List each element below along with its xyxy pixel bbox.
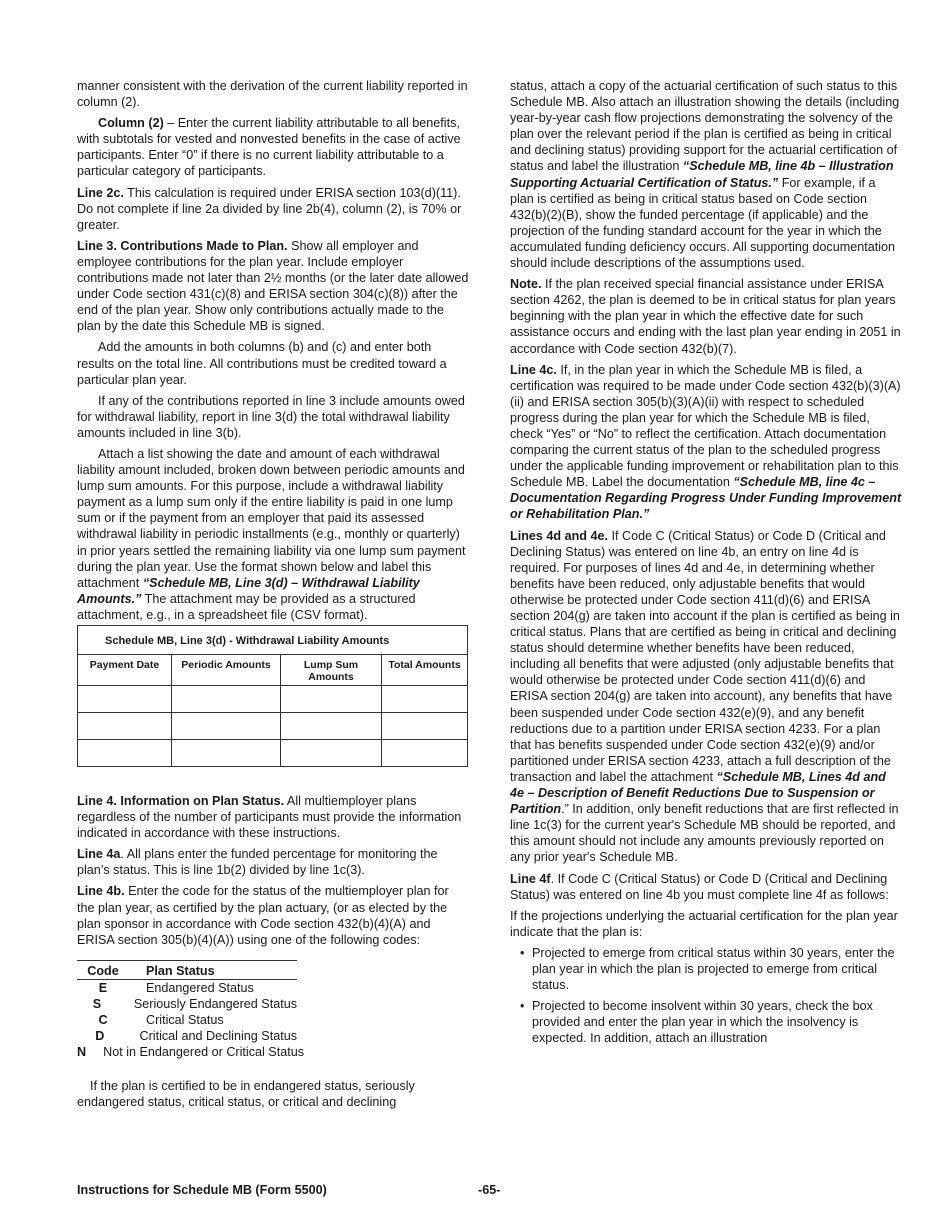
paragraph-add-amounts: Add the amounts in both columns (b) and (c) and enter both results on the total line. All contributions must be credited toward a particular plan year. — [77, 340, 447, 387]
paragraph-certified-status: If the plan is certified to be in endangered status, seriously endangered status, critical status, or critical and declining — [77, 1078, 415, 1109]
table-header-lump-sum-amounts: Lump Sum Amounts — [281, 655, 382, 686]
table-cell — [78, 713, 172, 740]
paragraph-line-4: Line 4. Information on Plan Status. All multiemployer plans regardless of the number of participants must provide the information indicated in accordance with these instructions. — [77, 794, 462, 841]
table-cell — [382, 686, 468, 713]
table-cell — [281, 740, 382, 767]
codes-header-code: Code — [87, 963, 119, 978]
paragraph-line-2c: Line 2c. This calculation is required under ERISA section 103(d)(11). Do not complete if line 2a divided by line 2b(4), column (2), is 70% or greater. — [77, 185, 462, 232]
footer-title: Instructions for Schedule MB (Form 5500) — [77, 1183, 327, 1197]
table-cell — [281, 713, 382, 740]
paragraph-attach-list: Attach a list showing the date and amount of each withdrawal liability amount included, broken down between periodic amounts and lump sum amounts. For this purpose, include a withdrawal liability payment as a lump sum only if the entire liability is paid in one lump sum or if the payment from an employer that paid its assessed withdrawal liability in periodic installments (e.g., monthly or quarterly) in prior years settled the remaining liability via one lump sum payment during the plan year. Use the format shown below and label this attachment “Schedule MB, Line 3(d) – Withdrawal Liability Amounts.” The attachment may be provided as a structured attachment, e.g., in a spreadsheet file (CSV format). — [77, 446, 466, 622]
right-column — [510, 78, 902, 1051]
paragraph-line-3: Line 3. Contributions Made to Plan. Show all employer and employee contributions for the plan year. Include employer contributions made not later than 2½ months (or the later date allowed under Code section 431(c)(8) and ERISA section 304(c)(8)) after the end of the plan year. Show only contributions actually made to the plan by the date this Schedule MB is signed. — [77, 238, 469, 334]
codes-row: E Endangered Status — [98, 980, 254, 995]
table-caption: Schedule MB, Line 3(d) - Withdrawal Liability Amounts — [78, 626, 468, 655]
table-cell — [382, 740, 468, 767]
paragraph-continuation: manner consistent with the derivation of the current liability reported in column (2). — [77, 79, 468, 110]
table-row — [78, 686, 468, 713]
codes-row: D Critical and Declining Status — [95, 1028, 297, 1043]
left-column — [77, 78, 469, 1115]
codes-header-status: Plan Status — [146, 963, 215, 978]
table-cell — [172, 713, 281, 740]
plan-status-codes-table — [77, 960, 305, 1060]
page-footer — [77, 1182, 903, 1198]
paragraph-lines-4d-4e: Lines 4d and 4e. If Code C (Critical Status) or Code D (Critical and Declining Status) was entered on line 4b, an entry on line 4d is required. For purposes of lines 4d and 4e, in determining whether benefits have been reduced, only adjustable benefits that would otherwise be protected under Code section 411(d)(6) and ERISA section 204(g) are taken into account if the plan is certified as being in critical status. Plans that are certified as being in critical and declining status should determine whether benefits have been reduced, including all benefits that were adjusted (only adjustable benefits that would otherwise be protected under Code section 411(d)(6) and ERISA section 204(g) are taken into account), any benefits that have been suspended under Code section 432(e)(9), and any benefit reductions due to a partition under ERISA section 4233. For a plan that has benefits suspended under Code section 432(e)(9) and/or partitioned under ERISA section 4233, attach a full description of the transaction and label the attachment “Schedule MB, Lines 4d and 4e – Description of Benefit Reductions Due to Suspension or Partition.” In addition, only benefit reductions that are first reflected in line 1c(3) for the current year's Schedule MB should be reported, and this amount should not include any amounts previously reported on any prior year's Schedule MB. — [510, 528, 900, 865]
table-cell — [172, 686, 281, 713]
codes-row: N Not in Endangered or Critical Status — [77, 1044, 305, 1059]
codes-row: C Critical Status — [98, 1012, 224, 1027]
table-cell — [78, 740, 172, 767]
table-cell — [382, 713, 468, 740]
paragraph-line-4c: Line 4c. If, in the plan year in which the Schedule MB is filed, a certification was required to be made under Code section 432(b)(3)(A)(ii) and ERISA section 305(b)(3)(A)(ii) with respect to scheduled progress during the plan year for which the Schedule MB is filed, check “Yes” or “No” to reflect the certification. Attach documentation comparing the current status of the plan to the scheduled progress under the applicable funding improvement or rehabilitation plan to this Schedule MB. Label the documentation “Schedule MB, line 4c – Documentation Regarding Progress Under Funding Improvement or Rehabilitation Plan.” — [510, 362, 902, 522]
paragraph-line-4f: Line 4f. If Code C (Critical Status) or Code D (Critical and Declining Status) was entered on line 4b you must complete line 4f as follows: — [510, 871, 889, 902]
codes-row: S Seriously Endangered Status — [92, 996, 297, 1011]
table-row — [78, 713, 468, 740]
list-item: • Projected to emerge from critical status within 30 years, enter the plan year in which the plan is projected to emerge from critical status. — [510, 945, 902, 993]
paragraph-projections: If the projections underlying the actuarial certification for the plan year indicate that the plan is: — [510, 908, 898, 939]
paragraph-line-4b: Line 4b. Enter the code for the status of the multiemployer plan for the plan year, as certified by the plan actuary, (or as elected by the plan sponsor in accordance with Code section 432(b)(4)(A) and ERISA section 305(b)(4)(A)) using one of the following codes: — [77, 884, 449, 947]
table-header-periodic-amounts: Periodic Amounts — [172, 655, 281, 686]
projection-bullet-list — [510, 945, 902, 1047]
paragraph-line-4a: Line 4a. All plans enter the funded percentage for monitoring the plan’s status. This is line 1b(2) divided by line 1c(3). — [77, 847, 438, 878]
table-cell — [78, 686, 172, 713]
withdrawal-liability-table — [77, 625, 468, 767]
paragraph-withdrawal-liability: If any of the contributions reported in line 3 include amounts owed for withdrawal liability, report in line 3(d) the total withdrawal liability amounts included in line 3(b). — [77, 393, 465, 440]
paragraph-attach-certification: status, attach a copy of the actuarial certification of such status to this Schedule MB. Also attach an illustration showing the details (including year-by-year cash flow projections demonstrating the solvency of the plan over the relevant period if the plan is certified as being in critical and declining status) providing support for the actuarial certification of status and label the illustration “Schedule MB, line 4b – Illustration Supporting Actuarial Certification of Status.” For example, if a plan is certified as being in critical status based on Code section 432(b)(2)(B), show the funded percentage (if applicable) and the projection of the funding standard account for the year in which the accumulated funding deficiency occurs. All supporting documentation should include descriptions of the assumptions used. — [510, 79, 900, 271]
codes-header — [77, 961, 297, 979]
table-cell — [172, 740, 281, 767]
table-row — [78, 740, 468, 767]
page-number: -65- — [478, 1183, 501, 1197]
table-cell — [281, 686, 382, 713]
table-header-payment-date: Payment Date — [78, 655, 172, 686]
table-header-total-amounts: Total Amounts — [382, 655, 468, 686]
paragraph-note: Note. If the plan received special financial assistance under ERISA section 4262, the plan is deemed to be in critical status for plan years beginning with the plan year in which the effective date for such assistance occurs and ending with the last plan year ending in 2051 in accordance with Code section 432(b)(7). — [510, 277, 901, 356]
list-item: • Projected to become insolvent within 30 years, check the box provided and enter the plan year in which the insolvency is expected. In addition, attach an illustration — [510, 998, 902, 1046]
paragraph-column-2: Column (2) – Enter the current liability attributable to all benefits, with subtotals for vested and nonvested benefits in the case of active participants. Enter “0” if there is no current liability attributable to a particular category of participants. — [77, 116, 461, 179]
